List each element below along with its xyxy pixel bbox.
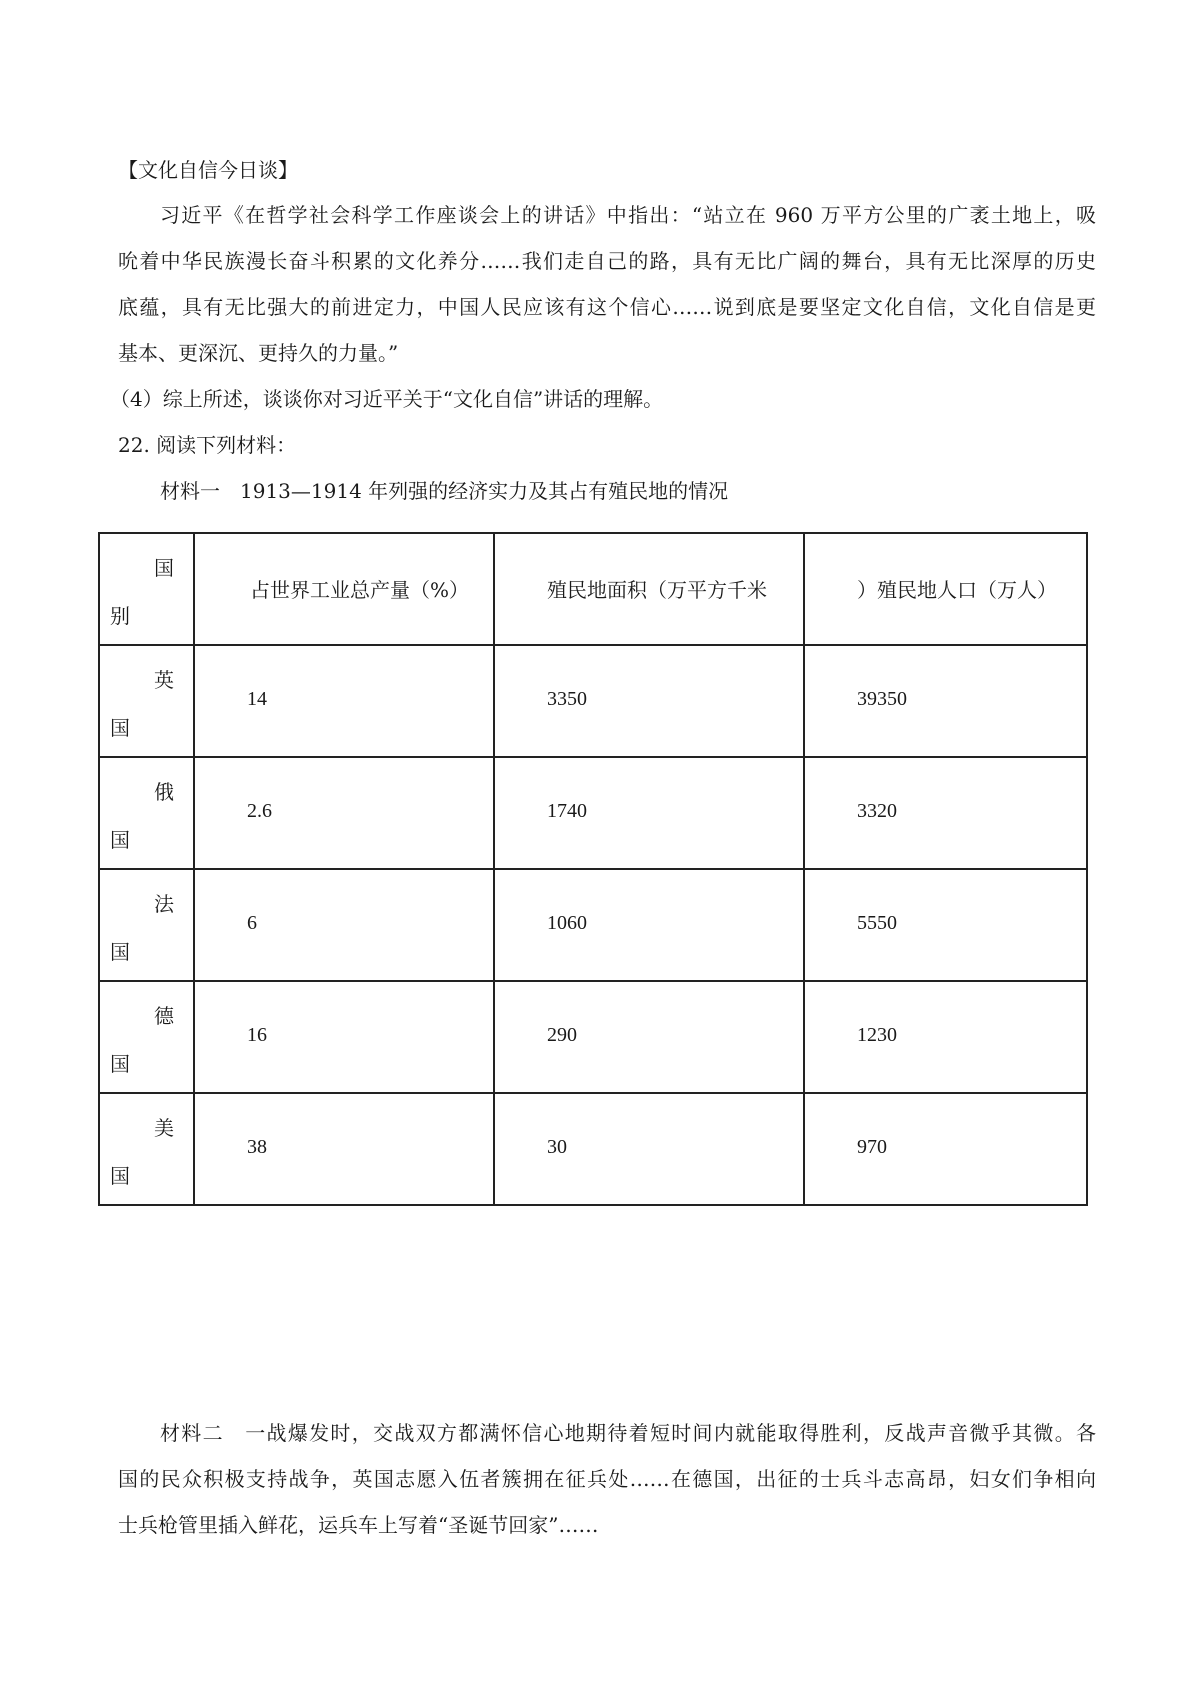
header-population-cell (804, 533, 1087, 645)
industry-cell (194, 869, 494, 981)
industry-value: 16 (247, 1024, 267, 1046)
area-value: 1740 (547, 800, 587, 822)
country-cell (99, 757, 194, 869)
population-cell (804, 1093, 1087, 1205)
header-population: ）殖民地人口（万人） (857, 578, 1057, 602)
table-row (99, 757, 1087, 869)
area-cell (494, 981, 804, 1093)
quote-line-1: 习近平《在哲学社会科学工作座谈会上的讲话》中指出：“站立在 960 万平方公里的广袤土地上，吸 (160, 203, 1096, 227)
header-industry-cell (194, 533, 494, 645)
industry-value: 2.6 (247, 800, 272, 822)
industry-cell (194, 1093, 494, 1205)
table-header-row (99, 533, 1087, 645)
country-cell (99, 1093, 194, 1205)
colonies-table (98, 532, 1088, 1206)
population-cell (804, 981, 1087, 1093)
table-row (99, 981, 1087, 1093)
material1-caption: 材料一 1913—1914 年列强的经济实力及其占有殖民地的情况 (160, 479, 729, 503)
area-value: 290 (547, 1024, 577, 1046)
industry-value: 38 (247, 1136, 267, 1158)
country-top: 英 (154, 668, 174, 692)
quote-line-3: 底蕴，具有无比强大的前进定力，中国人民应该有这个信心……说到底是要坚定文化自信，文化自信是更 (118, 295, 1096, 319)
area-value: 3350 (547, 688, 587, 710)
section-title: 【文化自信今日谈】 (118, 158, 298, 182)
header-area-cell (494, 533, 804, 645)
country-bottom: 国 (110, 1052, 130, 1076)
header-industry: 占世界工业总产量（%） (250, 578, 470, 602)
country-cell (99, 869, 194, 981)
table-row (99, 869, 1087, 981)
country-bottom: 国 (110, 828, 130, 852)
population-value: 39350 (857, 688, 907, 710)
country-cell (99, 981, 194, 1093)
question-22: 22. 阅读下列材料： (118, 433, 297, 457)
area-cell (494, 757, 804, 869)
population-value: 3320 (857, 800, 897, 822)
area-cell (494, 1093, 804, 1205)
material2-line-2: 国的民众积极支持战争，英国志愿入伍者簇拥在征兵处……在德国，出征的士兵斗志高昂，妇女们争相向 (118, 1467, 1096, 1491)
industry-value: 14 (247, 688, 267, 710)
industry-cell (194, 645, 494, 757)
header-country-bottom: 别 (110, 604, 130, 628)
country-bottom: 国 (110, 1164, 130, 1188)
population-value: 970 (857, 1136, 887, 1158)
header-country-top: 国 (154, 556, 174, 580)
header-area: 殖民地面积（万平方千米 (547, 578, 767, 602)
area-value: 1060 (547, 912, 587, 934)
country-bottom: 国 (110, 940, 130, 964)
industry-cell (194, 981, 494, 1093)
industry-cell (194, 757, 494, 869)
area-cell (494, 645, 804, 757)
population-cell (804, 645, 1087, 757)
population-cell (804, 869, 1087, 981)
population-value: 5550 (857, 912, 897, 934)
country-top: 俄 (154, 780, 174, 804)
quote-line-2: 吮着中华民族漫长奋斗积累的文化养分……我们走自己的路，具有无比广阔的舞台，具有无比深厚的历史 (118, 249, 1096, 273)
population-value: 1230 (857, 1024, 897, 1046)
country-bottom: 国 (110, 716, 130, 740)
material2-line-3: 士兵枪管里插入鲜花，运兵车上写着“圣诞节回家”…… (118, 1513, 599, 1537)
industry-value: 6 (247, 912, 257, 934)
population-cell (804, 757, 1087, 869)
area-value: 30 (547, 1136, 567, 1158)
header-country-cell (99, 533, 194, 645)
country-top: 法 (154, 892, 174, 916)
area-cell (494, 869, 804, 981)
question-4: （4）综上所述，谈谈你对习近平关于“文化自信”讲话的理解。 (110, 387, 664, 411)
country-cell (99, 645, 194, 757)
table-row (99, 645, 1087, 757)
country-top: 德 (154, 1004, 174, 1028)
quote-line-4: 基本、更深沉、更持久的力量。” (118, 341, 399, 365)
table-row (99, 1093, 1087, 1205)
country-top: 美 (154, 1116, 174, 1140)
material2-line-1: 材料二 一战爆发时，交战双方都满怀信心地期待着短时间内就能取得胜利，反战声音微乎其微。各 (160, 1421, 1096, 1445)
